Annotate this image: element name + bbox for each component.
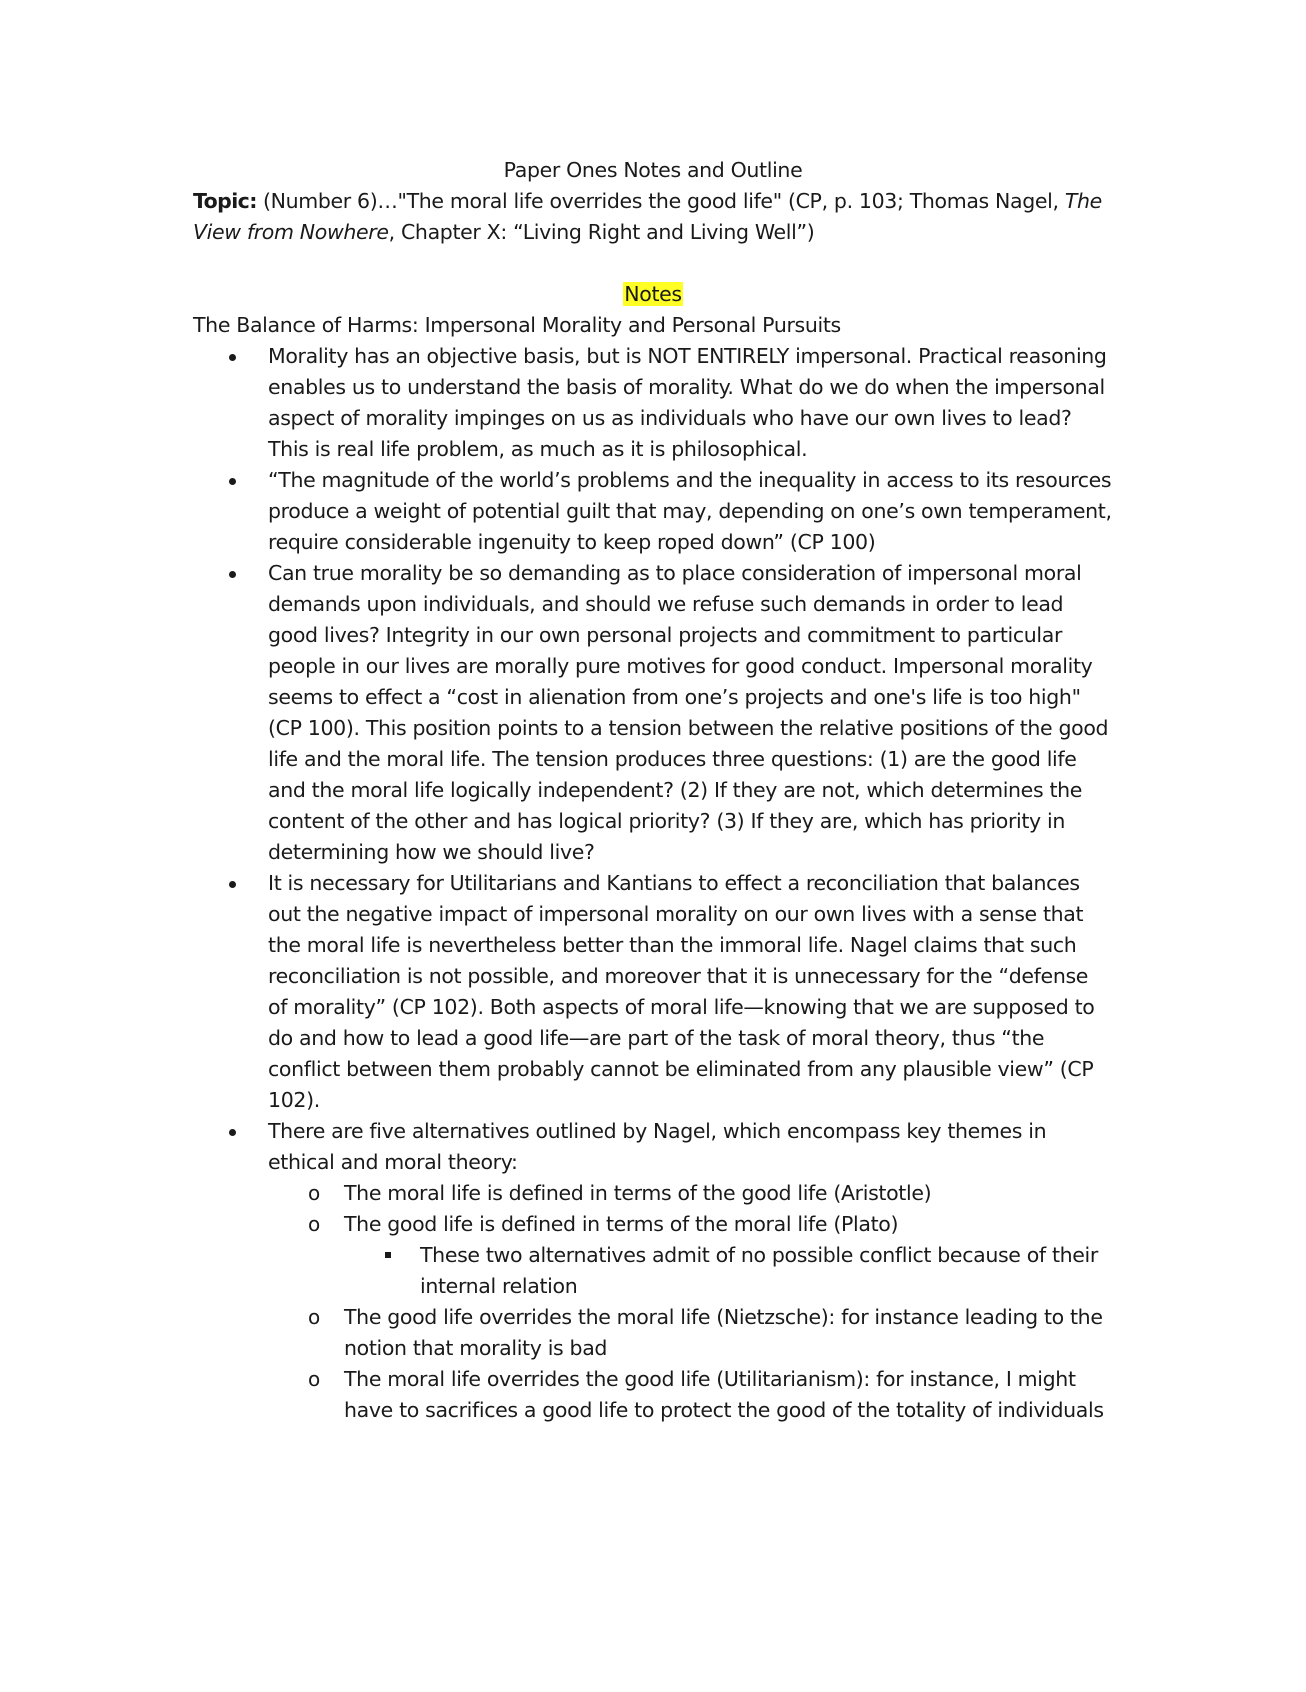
sub-list-item [268,1302,1113,1364]
square-bullet-icon [385,1252,391,1258]
alternatives-list [268,1178,1113,1426]
sub-list-item-text: The moral life overrides the good life (Utilitarianism): for instance, I might have to sacrifices a good life to protect the good of the totality of individuals [344,1367,1104,1422]
sub-sub-list-item-text: These two alternatives admit of no possible conflict because of their internal relation [420,1243,1098,1298]
topic-line [193,186,1113,248]
list-item [193,558,1113,868]
topic-text: (Number 6)…"The moral life overrides the good life" (CP, p. 103; Thomas Nagel, [256,189,1065,213]
bullet-icon [229,881,236,888]
sub-list-item [268,1364,1113,1426]
list-item-text: Morality has an objective basis, but is NOT ENTIRELY impersonal. Practical reasoning enables us to understand the basis of morality. What do we do when the impersonal aspect of morality impinges on us as individuals who have our own lives to lead? This is real life problem, as much as it is philosophical. [268,344,1107,461]
notes-heading-line [193,279,1113,310]
alternatives-note-list [344,1240,1113,1302]
list-item-text: It is necessary for Utilitarians and Kantians to effect a reconciliation that balances out the negative impact of impersonal morality on our own lives with a sense that the moral life is nevertheless better than the immoral life. Nagel claims that such reconciliation is not possible, and moreover that it is unnecessary for the “defense of morality” (CP 102). Both aspects of moral life—knowing that we are supposed to do and how to lead a good life—are part of the task of moral theory, thus “the conflict between them probably cannot be eliminated from any plausible view” (CP 102). [268,871,1095,1112]
circle-bullet-icon: o [308,1212,320,1236]
bullet-icon [229,478,236,485]
list-item [193,1116,1113,1426]
list-item-text: “The magnitude of the world’s problems and the inequality in access to its resources produce a weight of potential guilt that may, depending on one’s own temperament, require considerable ingenuity to keep roped down” (CP 100) [268,468,1112,554]
topic-text-end: , Chapter X: “Living Right and Living Well”) [388,220,815,244]
notes-list [193,341,1113,1426]
document-title: Paper Ones Notes and Outline [503,158,803,182]
sub-list-item [268,1209,1113,1302]
list-item [193,868,1113,1116]
bullet-icon [229,1129,236,1136]
list-item [193,341,1113,465]
circle-bullet-icon: o [308,1305,320,1329]
list-item-text: There are five alternatives outlined by Nagel, which encompass key themes in ethical and moral theory: [268,1119,1047,1174]
list-item-text: Can true morality be so demanding as to place consideration of impersonal moral demands upon individuals, and should we refuse such demands in order to lead good lives? Integrity in our own personal projects and commitment to particular people in our lives are morally pure motives for good conduct. Impersonal morality seems to effect a “cost in alienation from one’s projects and one's life is too high" (CP 100). This position points to a tension between the relative positions of the good life and the moral life. The tension produces three questions: (1) are the good life and the moral life logically independent? (2) If they are not, which determines the content of the other and has logical priority? (3) If they are, which has priority in determining how we should live? [268,561,1109,864]
blank-line [193,248,1113,279]
book-title: The View from Nowhere [193,189,1102,244]
circle-bullet-icon: o [308,1181,320,1205]
bullet-icon [229,571,236,578]
circle-bullet-icon: o [308,1367,320,1391]
document-body [193,155,1113,1426]
sub-list-item-text: The moral life is defined in terms of the good life (Aristotle) [344,1181,932,1205]
topic-label: Topic: [193,189,257,213]
list-item [193,465,1113,558]
sub-list-item-text: The good life is defined in terms of the moral life (Plato) [344,1212,899,1236]
sub-sub-list-item [344,1240,1113,1302]
bullet-icon [229,354,236,361]
sub-list-item [268,1178,1113,1209]
section-heading: The Balance of Harms: Impersonal Morality and Personal Pursuits [193,313,841,337]
sub-list-item-text: The good life overrides the moral life (Nietzsche): for instance leading to the notion that morality is bad [344,1305,1103,1360]
notes-heading: Notes [624,282,682,306]
